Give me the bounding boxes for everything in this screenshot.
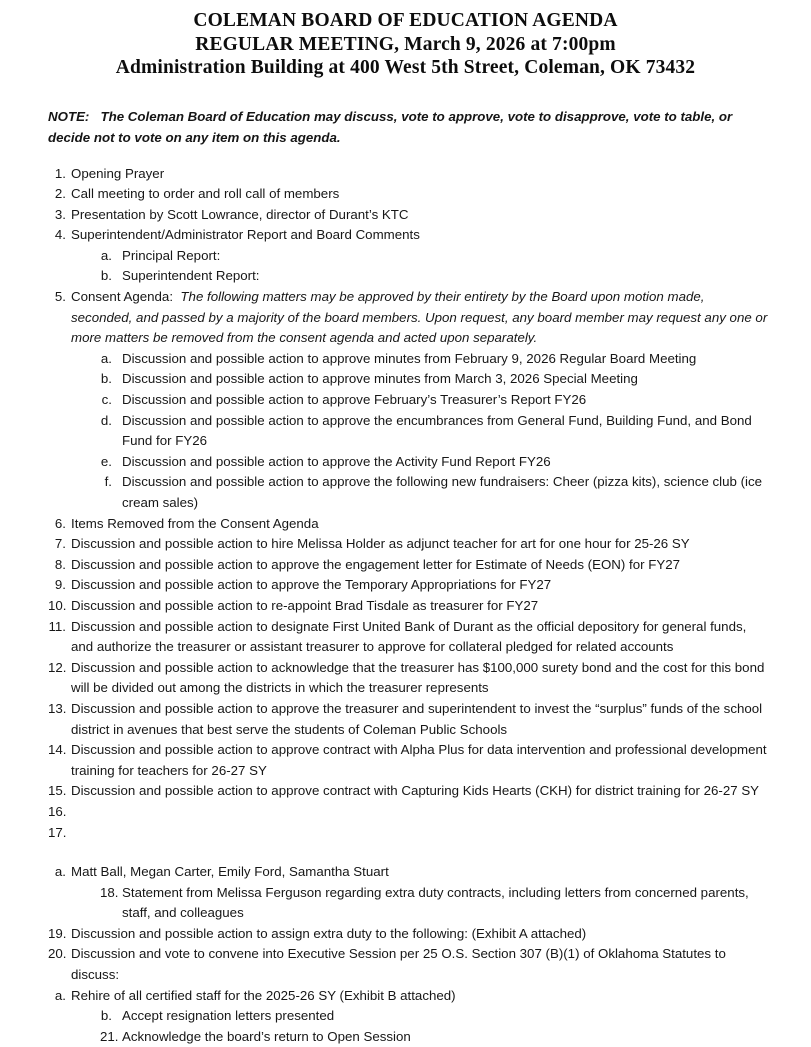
subitem-letter: 18. (100, 883, 112, 904)
item-number: 11. (48, 617, 66, 638)
agenda-item-public-comment (0, 862, 811, 883)
item-number: 3. (48, 205, 66, 226)
agenda-subitem (0, 883, 811, 924)
subitem-letter: b. (100, 1006, 112, 1027)
item-number: 5. (48, 287, 66, 308)
note-text: The Coleman Board of Education may discuss, vote to approve, vote to disapprove, vote to table, or decide not to vote on any item on this agenda. (48, 109, 732, 145)
item-text: Discussion and possible action to approve contract with Alpha Plus for data intervention and professional development training for teachers for 26-27 SY (71, 740, 768, 781)
header-title-line-2: REGULAR MEETING, March 9, 2026 at 7:00pm (0, 33, 811, 57)
agenda-item (0, 944, 811, 985)
item-text: Superintendent/Administrator Report and Board Comments (71, 225, 768, 246)
item-text: Opening Prayer (71, 164, 768, 185)
subitem-letter: e. (100, 452, 112, 473)
item-number: 10. (48, 596, 66, 617)
subitem-text: Superintendent Report: (122, 266, 768, 287)
document-header (0, 0, 811, 80)
header-title-line-3: Administration Building at 400 West 5th Street, Coleman, OK 73432 (0, 56, 811, 80)
item-number: a. (48, 986, 66, 1007)
item-text: Discussion and possible action to re-appoint Brad Tisdale as treasurer for FY27 (71, 596, 768, 617)
item-number: 2. (48, 184, 66, 205)
item-number: 15. (48, 781, 66, 802)
item-number: 4. (48, 225, 66, 246)
agenda-item (0, 740, 811, 781)
agenda-item (0, 184, 811, 205)
subitem-text: Statement from Melissa Ferguson regarding extra duty contracts, including letters from concerned parents, staff, and colleagues (122, 883, 768, 924)
agenda-subitem (0, 369, 811, 390)
subitem-letter: c. (100, 390, 112, 411)
subitem-letter: b. (100, 369, 112, 390)
agenda-item (0, 575, 811, 596)
agenda-item (0, 596, 811, 617)
agenda-item (0, 514, 811, 535)
item-text: Rehire of all certified staff for the 2025-26 SY (Exhibit B attached) (71, 986, 768, 1007)
subitem-text: Principal Report: (122, 246, 768, 267)
subitem-letter: a. (100, 246, 112, 267)
agenda-item (0, 555, 811, 576)
subitem-letter: a. (100, 349, 112, 370)
agenda-subitem (0, 246, 811, 267)
agenda-subitem (0, 452, 811, 473)
item-text: Items Removed from the Consent Agenda (71, 514, 768, 535)
item-number: a. (48, 862, 66, 883)
subitem-text: Acknowledge the board’s return to Open Session (122, 1027, 768, 1047)
agenda-item (0, 205, 811, 226)
consent-agenda-label: Consent Agenda: (71, 289, 173, 304)
agenda-subitem (0, 349, 811, 370)
subitem-text: Discussion and possible action to approve the following new fundraisers: Cheer (pizza kits), science club (ice cream sales) (122, 472, 768, 513)
agenda-item (0, 781, 811, 802)
subitem-text: Discussion and possible action to approve minutes from February 9, 2026 Regular Board Meeting (122, 349, 768, 370)
item-text: Discussion and possible action to hire Melissa Holder as adjunct teacher for art for one hour for 25-26 SY (71, 534, 768, 555)
agenda-item-executive-session (0, 986, 811, 1007)
agenda-item (0, 225, 811, 246)
item-text: Discussion and possible action to approve the engagement letter for Estimate of Needs (EON) for FY27 (71, 555, 768, 576)
agenda-item (0, 617, 811, 658)
item-number: 8. (48, 555, 66, 576)
agenda-subitem (0, 1006, 811, 1027)
agenda-subitem (0, 390, 811, 411)
item-text: Call meeting to order and roll call of members (71, 184, 768, 205)
item-text: Discussion and possible action to acknowledge that the treasurer has $100,000 surety bond and the cost for this bond will be divided out among the districts in which the treasurer represents (71, 658, 768, 699)
item-number: 19. (48, 924, 66, 945)
item-text: Matt Ball, Megan Carter, Emily Ford, Samantha Stuart (71, 862, 768, 883)
agenda-item (0, 802, 811, 823)
agenda-item (0, 164, 811, 185)
subitem-text: Discussion and possible action to approve the encumbrances from General Fund, Building Fund, and Bond Fund for FY26 (122, 411, 768, 452)
agenda-note (48, 106, 767, 148)
agenda-item (0, 924, 811, 945)
agenda-item-consent-agenda (0, 287, 811, 349)
item-text: Discussion and vote to convene into Executive Session per 25 O.S. Section 307 (B)(1) of Oklahoma Statutes to discuss: (71, 944, 768, 985)
item-number: 14. (48, 740, 66, 761)
item-text: Discussion and possible action to approve the Temporary Appropriations for FY27 (71, 575, 768, 596)
item-text: Discussion and possible action to assign extra duty to the following: (Exhibit A attached) (71, 924, 768, 945)
item-text: Discussion and possible action to approve the treasurer and superintendent to invest the “surplus” funds of the school district in avenues that best serve the students of Coleman Public Schools (71, 699, 768, 740)
item-number: 20. (48, 944, 66, 965)
subitem-text: Discussion and possible action to approve February’s Treasurer’s Report FY26 (122, 390, 768, 411)
agenda-subitem (0, 266, 811, 287)
item-number: 17. (48, 823, 66, 844)
note-label: NOTE: (48, 109, 89, 124)
paragraph-spacer (0, 843, 811, 862)
item-number: 6. (48, 514, 66, 535)
consent-agenda-description: The following matters may be approved by their entirety by the Board upon motion made, seconded, and passed by a majority of the board members. Upon request, any board member may request any one or more matters be removed from the consent agenda and acted upon separately. (71, 289, 767, 345)
subitem-text: Accept resignation letters presented (122, 1006, 768, 1027)
item-text: Discussion and possible action to approve contract with Capturing Kids Hearts (CKH) for district training for 26-27 SY (71, 781, 768, 802)
subitem-letter: d. (100, 411, 112, 432)
agenda-item (0, 658, 811, 699)
subitem-text: Discussion and possible action to approve the Activity Fund Report FY26 (122, 452, 768, 473)
item-text: Presentation by Scott Lowrance, director of Durant’s KTC (71, 205, 768, 226)
item-text (71, 287, 768, 349)
item-number: 7. (48, 534, 66, 555)
agenda-subitem (0, 472, 811, 513)
header-title-line-1: COLEMAN BOARD OF EDUCATION AGENDA (0, 9, 811, 33)
subitem-text: Discussion and possible action to approve minutes from March 3, 2026 Special Meeting (122, 369, 768, 390)
agenda-item-list (0, 164, 811, 1047)
item-number: 12. (48, 658, 66, 679)
agenda-subitem (0, 411, 811, 452)
subitem-letter: b. (100, 266, 112, 287)
item-number: 16. (48, 802, 66, 823)
item-number: 13. (48, 699, 66, 720)
agenda-subitem (0, 1027, 811, 1047)
item-number: 1. (48, 164, 66, 185)
subitem-letter: 21. (100, 1027, 112, 1047)
agenda-item-stipend (0, 823, 811, 844)
subitem-letter: f. (100, 472, 112, 493)
item-number: 9. (48, 575, 66, 596)
item-text: Discussion and possible action to designate First United Bank of Durant as the official depository for general funds, and authorize the treasurer or assistant treasurer to approve for collateral pledged for related accounts (71, 617, 768, 658)
agenda-item (0, 699, 811, 740)
agenda-item (0, 534, 811, 555)
